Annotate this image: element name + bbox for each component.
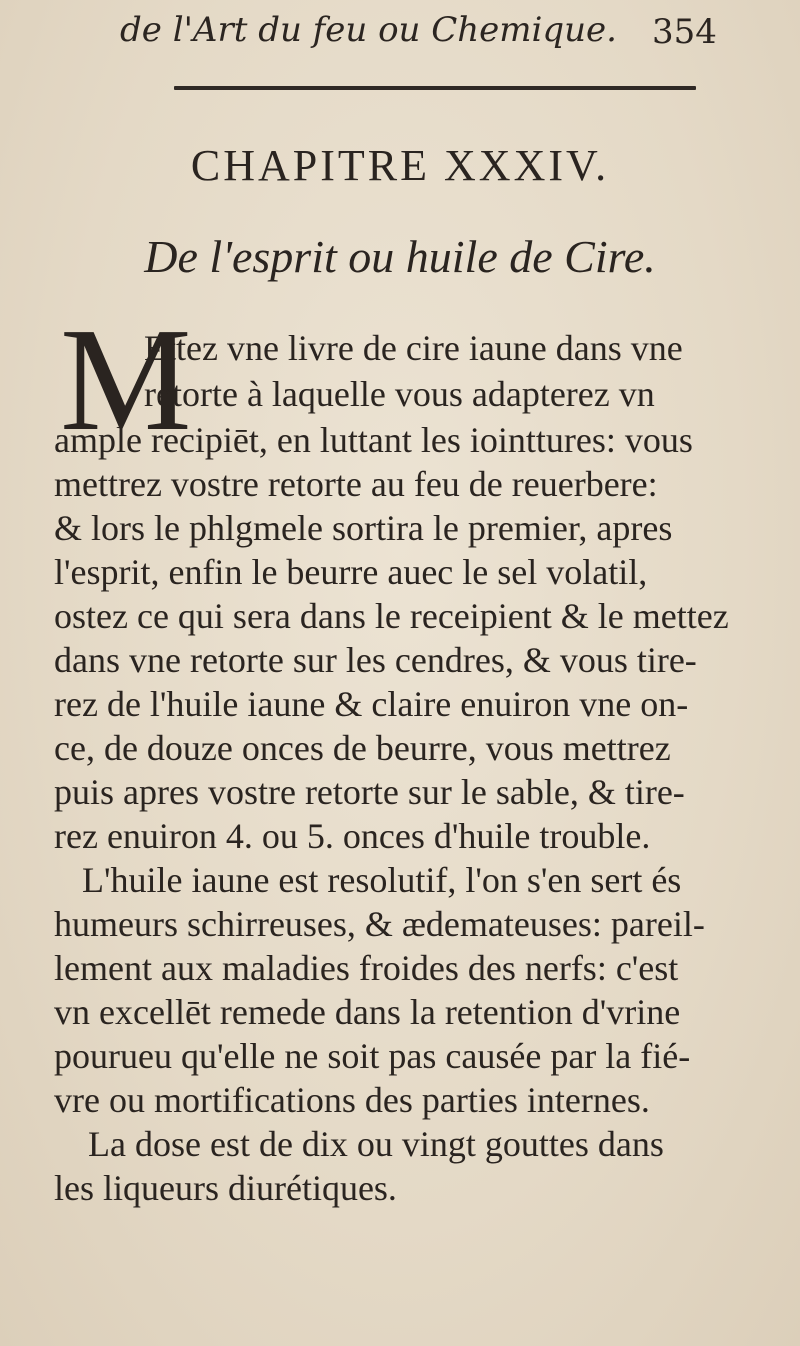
drop-cap: M bbox=[60, 298, 192, 462]
text-line: La dose est de dix ou vingt gouttes dans bbox=[88, 1124, 664, 1164]
text-line: l'esprit, enfin le beurre auec le sel volatil, bbox=[54, 552, 648, 592]
text-line: puis apres vostre retorte sur le sable, & tire- bbox=[54, 772, 685, 812]
text-line: dans vne retorte sur les cendres, & vous tire- bbox=[54, 640, 697, 680]
chapter-title: CHAPITRE XXXIV. bbox=[190, 141, 610, 190]
text-line: Ettez vne livre de cire iaune dans vne bbox=[144, 328, 683, 368]
text-line: les liqueurs diurétiques. bbox=[54, 1168, 397, 1208]
text-line: vre ou mortifications des parties internes. bbox=[54, 1080, 650, 1120]
text-line: vn excellēt remede dans la retention d'vrine bbox=[54, 992, 681, 1032]
text-line: L'huile iaune est resolutif, l'on s'en sert és bbox=[82, 860, 682, 900]
text-line: retorte à laquelle vous adapterez vn bbox=[144, 374, 655, 414]
text-line: rez enuiron 4. ou 5. onces d'huile trouble. bbox=[54, 816, 651, 856]
text-line: lement aux maladies froides des nerfs: c'est bbox=[54, 948, 679, 988]
page-number: 354 bbox=[652, 12, 717, 52]
text-line: mettrez vostre retorte au feu de reuerbere: bbox=[54, 464, 658, 504]
text-line: humeurs schirreuses, & ædemateuses: pareil- bbox=[54, 904, 705, 944]
running-head: de l'Art du feu ou Chemique. bbox=[120, 10, 617, 50]
text-line: pourueu qu'elle ne soit pas causée par la fié- bbox=[54, 1036, 691, 1076]
text-line: & lors le phlgmele sortira le premier, apres bbox=[54, 508, 673, 548]
text-line: rez de l'huile iaune & claire enuiron vne on- bbox=[54, 684, 689, 724]
section-title: De l'esprit ou huile de Cire. bbox=[144, 231, 656, 282]
text-line: ostez ce qui sera dans le receipient & le mettez bbox=[54, 596, 729, 636]
text-line: ample recipiēt, en luttant les iointtures: vous bbox=[54, 420, 693, 460]
header-rule bbox=[174, 86, 696, 90]
text-line: ce, de douze onces de beurre, vous mettrez bbox=[54, 728, 671, 768]
